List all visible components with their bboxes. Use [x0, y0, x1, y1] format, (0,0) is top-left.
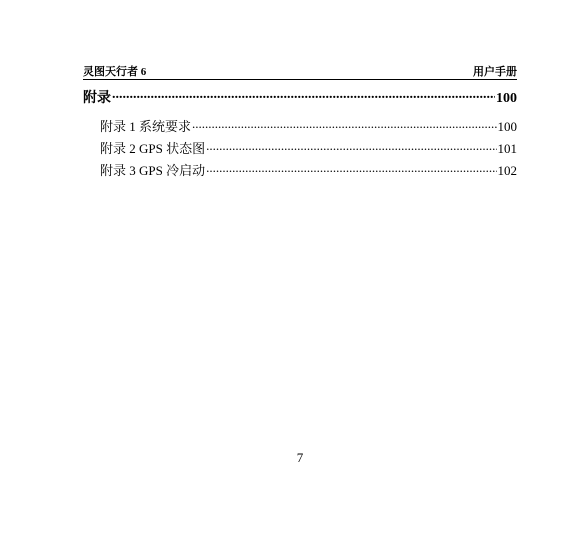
toc-entry-page: 102	[497, 163, 517, 178]
toc-entry-label: 附录 3 GPS 冷启动	[100, 163, 206, 178]
page-number: 7	[296, 450, 304, 465]
toc-entry-label: 附录	[83, 91, 111, 106]
toc-entry-label: 附录 1 系统要求	[100, 119, 192, 134]
toc-leader-dots	[192, 118, 496, 131]
running-header	[83, 64, 517, 80]
toc-entry-label: 附录 2 GPS 状态图	[100, 141, 206, 156]
toc-entry-appendix-2[interactable]	[100, 140, 517, 158]
toc-entry-page: 101	[497, 141, 517, 156]
toc-entry-appendix-1[interactable]	[100, 118, 517, 136]
toc-leader-dots	[206, 140, 496, 153]
header-manual-title: 用户手册	[473, 66, 517, 78]
toc-leader-dots	[112, 88, 495, 102]
toc-entry-appendix[interactable]	[83, 88, 517, 108]
toc-leader-dots	[206, 162, 496, 175]
header-divider	[83, 79, 517, 80]
toc-entry-page: 100	[496, 91, 517, 106]
header-product-title: 灵图天行者 6	[83, 66, 147, 78]
toc-entry-page: 100	[497, 119, 517, 134]
toc-entry-appendix-3[interactable]	[100, 162, 517, 180]
